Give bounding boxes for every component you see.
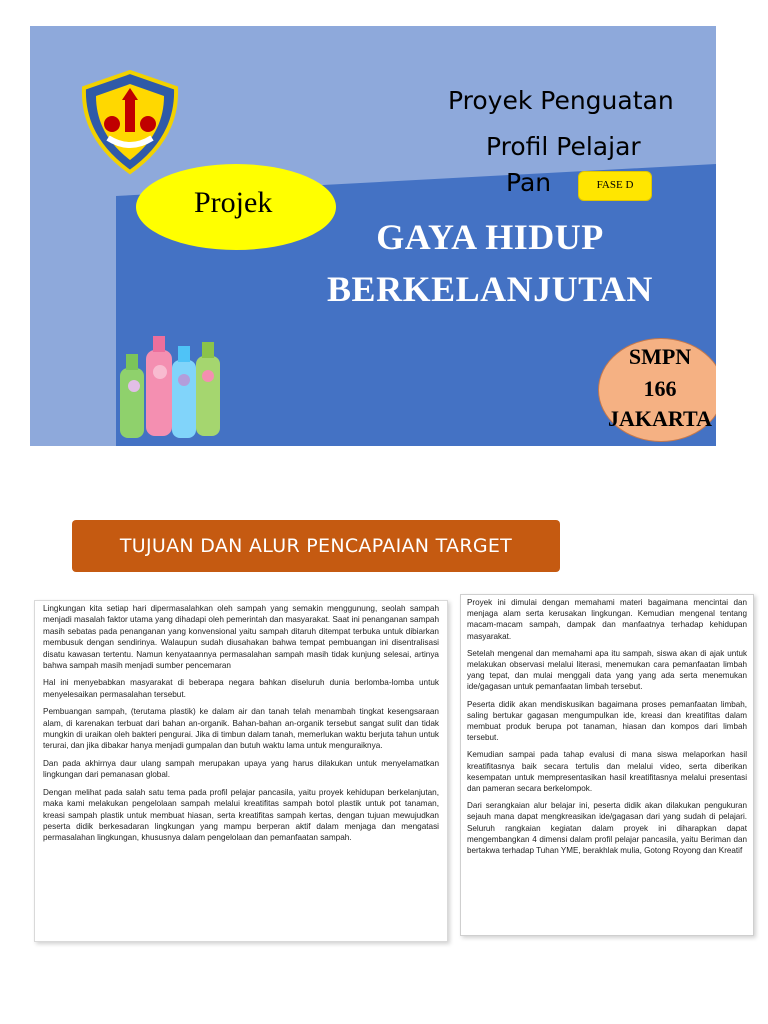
left-paragraph-2: Hal ini menyebabkan masyarakat di beberapa negara bahkan diseluruh dunia berlomba-lomba untuk menyelesaikan permasalahan tersebut. — [43, 678, 439, 699]
right-paragraph-3: Peserta didik akan mendiskusikan bagaimana proses pemanfaatan limbah, saling bertukar gagasan mengumpulkan ide, kreasi dan kreatifitas dalam membuat produk berupa pot tanaman, hiasan dan kompos dari limbah tersebut. — [467, 699, 747, 743]
right-paragraph-1: Proyek ini dimulai dengan memahami materi bagaimana mencintai dan menjaga alam serta kerusakan lingkungan. Kemudian mengenal tentang macam-macam sampah, dampak dan manfaatnya terhadap kehidupan masyarakat. — [467, 598, 747, 641]
fase-badge: FASE D — [578, 171, 652, 201]
school-name-line-1: SMPN — [628, 344, 692, 369]
cover-panel — [30, 26, 716, 446]
project-heading-line-3: Pan — [506, 168, 552, 197]
project-heading-line-2: Profil Pelajar — [486, 132, 641, 161]
right-paragraph-4: Kemudian sampai pada tahap evalusi di mana siswa melaporkan hasil kreatifitasnya baik secara tertulis dan melalui video, serta diberikan kesempatan untuk mempresentasikan hasil kreatifitasnya melalui presentasi dan pameran secara berkelompok. — [467, 750, 747, 794]
left-paragraph-4: Dan pada akhirnya daur ulang sampah merupakan upaya yang harus dilakukan untuk menyelamatkan lingkungan dari pemanasan global. — [43, 758, 439, 780]
section-banner: TUJUAN DAN ALUR PENCAPAIAN TARGET — [72, 520, 560, 572]
plastic-bottles-image-icon — [116, 316, 226, 446]
projek-label: Projek — [194, 186, 273, 219]
left-paragraph-3: Pembuangan sampah, (terutama plastik) ke dalam air dan tanah telah menambah tingkat kesengsaraan alam, di karenakan terbuat dari bahan an-organik. Bahan-bahan an-organik tersebut sangat sulit dan tidak mungkin di uraikan oleh bakteri pengurai. Jika di timbun dalam tanah, memerlukan waktu berjuta tahun untuk terurai, dan jika dibakar hanya menjadi gumpalan dan butuh waktu lama untuk menguraiknya. — [43, 707, 439, 751]
left-text-box — [34, 600, 448, 942]
school-logo-icon — [78, 68, 182, 176]
left-paragraph-5: Dengan melihat pada salah satu tema pada profil pelajar pancasila, yaitu proyek kehidupan berkelanjutan, maka kami melakukan pengelolaan sampah melalui kreatifitas sampah botol plastik untuk pot tanaman, kreasi sampah plastik untuk membuat hiasan, serta kreatifitas sampah kertas, dengan tujuan mewujudkan peserta didik berkesadaran lingkungan yang mampu berperan aktif dalam menjaga dan mengatasi permasalahan lingkungan, khususnya dalam pengelolaan dan pemanfaatan sampah. — [43, 787, 439, 843]
right-paragraph-2: Setelah mengenal dan memahami apa itu sampah, siswa akan di ajak untuk melakukan observasi melalui literasi, menemukan cara pemanfaatan limbah yang tepat, dan mulai menggali data yang yang ada serta menemukan ide/gagasan untuk pemanfaatan limbah tersebut. — [467, 648, 747, 692]
school-name-line-2: 166 — [643, 376, 677, 401]
school-name-line-3: JAKARTA — [608, 406, 712, 431]
project-heading-line-1: Proyek Penguatan — [448, 86, 674, 115]
right-paragraph-5: Dari serangkaian alur belajar ini, peserta didik akan dilakukan pengukuran sejauh mana dapat mengkreasikan ide/gagasan dari yang sudah di pelajari. Seluruh rangkaian kegiatan dalam proyek ini diharapkan dapat mengembangkan 4 dimensi dalam profil pelajar pancasila, yaitu Beriman dan bertakwa terhadap Tuhan YME, berakhlak mulia, Gotong Royong dan Kreatif — [467, 801, 747, 856]
theme-title-line-1: GAYA HIDUP — [376, 217, 604, 257]
left-paragraph-1: Lingkungan kita setiap hari dipermasalahkan oleh sampah yang semakin menggunung, seolah sampah menjadi masalah faktor utama yang dihadapi oleh pemerintah dan masyarakat. Saat ini penanganan sampah masih sebatas pada penanganan yang konvensional yaitu sampah ditaruh ditempat terbuka untuk dibiarkan membusuk dengan sendirinya. Walaupun sudah diusahakan bahwa tempat pembuangan ini disentralisasi disatu kawasan tertentu. Namun kenyataannya permasalahan sampah masih tidak kunjung selesai, artinya bahwa sampah masih menjadi sumber pencemaran — [43, 604, 439, 671]
theme-title-line-2: BERKELANJUTAN — [327, 269, 653, 309]
right-text-box — [460, 594, 754, 936]
